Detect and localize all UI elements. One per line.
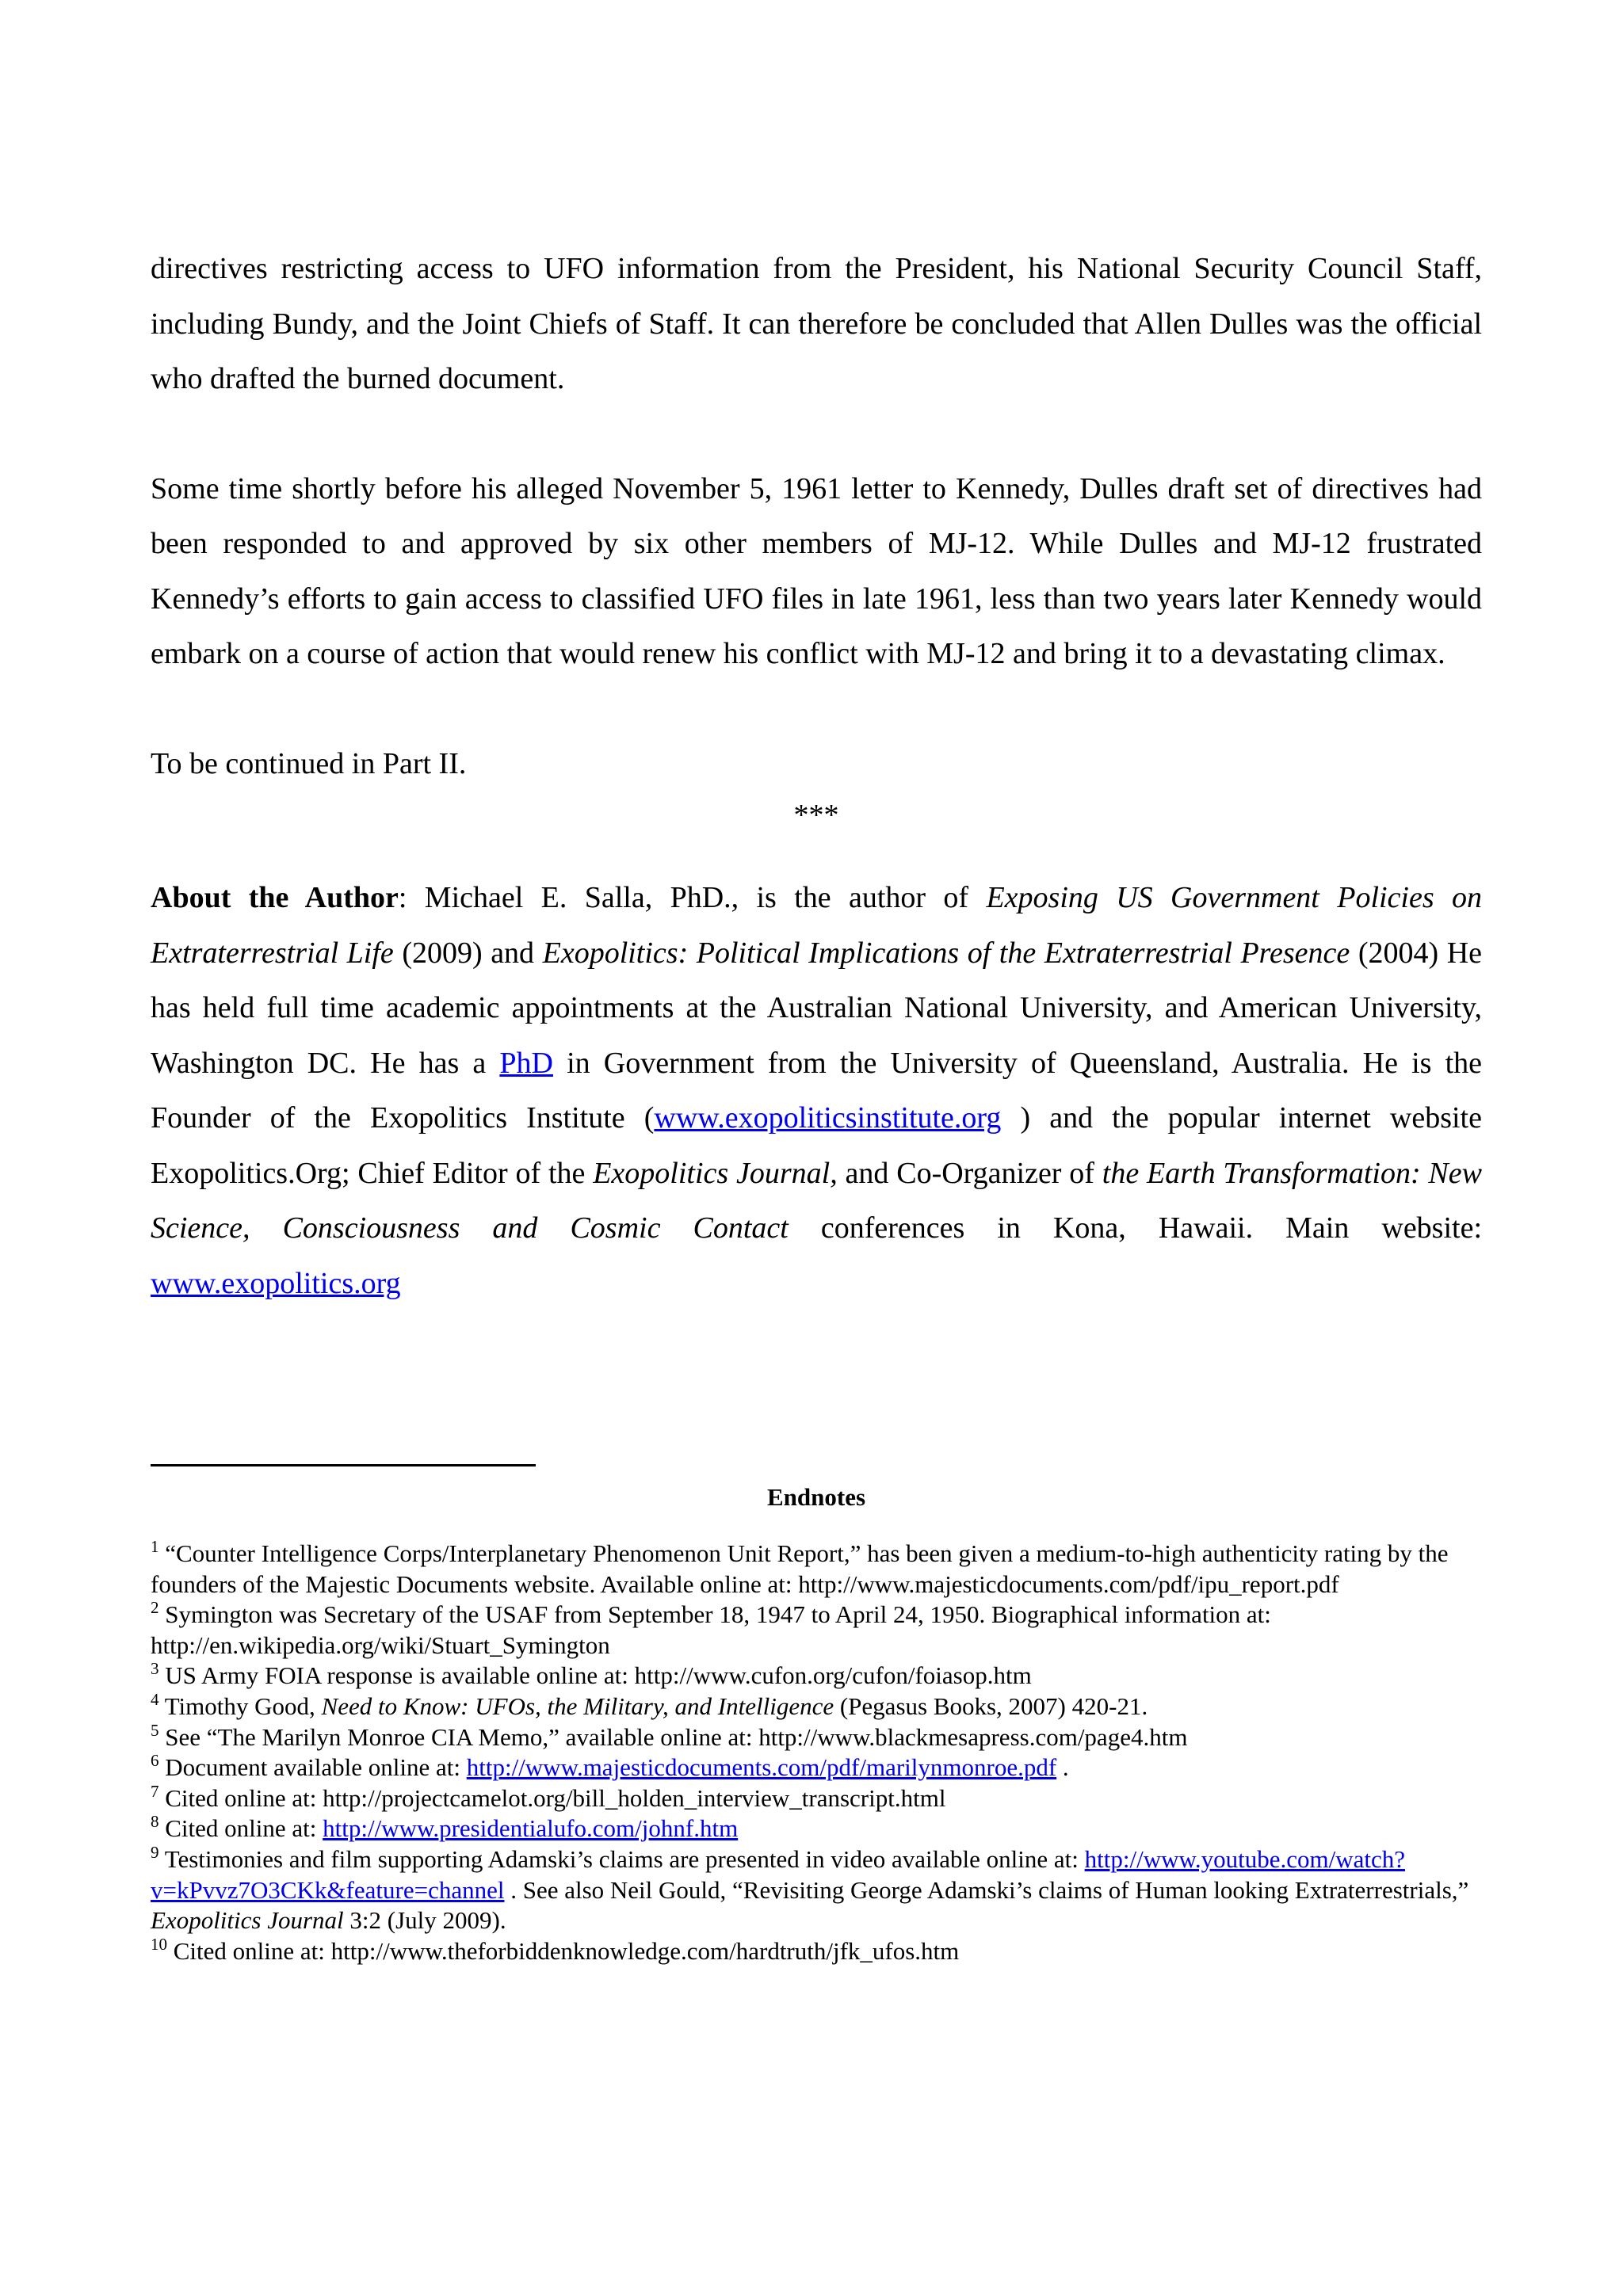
endnote-6: $^6$ Document available online at: http://www.majesticdocuments.com/pdf/marilynmonroe.pdf . bbox=[151, 1751, 1069, 1782]
paragraph-to-be-continued: To be continued in Part II. bbox=[151, 746, 467, 780]
phd-link[interactable]: PhD bbox=[499, 1046, 553, 1080]
conference-title: the Earth Transformation: New Science, Consciousness and Cosmic Contact bbox=[151, 1156, 1482, 1245]
endnote-8: $^8$ Cited online at: http://www.presidentialufo.com/johnf.htm bbox=[151, 1812, 739, 1843]
endnote-2: $^2$ Symington was Secretary of the USAF from September 18, 1947 to April 24, 1950. Biographical information at: http://en.wikipedia.org/wiki/Stuart_Symington bbox=[151, 1598, 1271, 1659]
endnote-5: $^5$ See “The Marilyn Monroe CIA Memo,” available online at: http://www.blackmesapress.com/page4.htm bbox=[151, 1720, 1188, 1751]
section-separator: *** bbox=[793, 799, 839, 832]
endnote-9: $^9$ Testimonies and film supporting Adamski’s claims are presented in video available online at: http://www.youtube.com/watch?v=kPvvz7O3CKk&feature=channel . See also Neil Gould, “Revisiting George Adamski’s claims of Human looking Extraterrestrials,” Exopolitics Journal 3:2 (July 2009). bbox=[151, 1842, 1469, 1935]
exopolitics-institute-link[interactable]: www.exopoliticsinstitute.org bbox=[654, 1101, 1002, 1135]
document-body bbox=[151, 242, 1482, 1311]
endnote-10: $^{10}$ Cited online at: http://www.theforbiddenknowledge.com/hardtruth/jfk_ufos.htm bbox=[151, 1934, 960, 1965]
journal-title: Exopolitics Journal, bbox=[593, 1156, 838, 1190]
youtube-video-link[interactable]: http://www.youtube.com/watch?v=kPvvz7O3CKk&feature=channel bbox=[151, 1844, 1405, 1904]
endnotes-list bbox=[151, 1539, 1482, 1966]
endnote-3: $^3$ US Army FOIA response is available online at: http://www.cufon.org/cufon/foiasop.htm bbox=[151, 1659, 1032, 1690]
endnote-7: $^7$ Cited online at: http://projectcamelot.org/bill_holden_interview_transcript.html bbox=[151, 1781, 946, 1812]
exopolitics-website-link[interactable]: www.exopolitics.org bbox=[151, 1266, 401, 1300]
book-title-exopolitics: Exopolitics: Political Implications of the Extraterrestrial Presence bbox=[542, 936, 1350, 970]
about-the-author: About the Author: Michael E. Salla, PhD., is the author of Exposing US Government Policies on Extraterrestrial Life (2009) and Exopolitics: Political Implications of the Extraterrestrial Presence (2004) He has held full time academic appointments at the Australian National University, and American University, Washington DC. He has a PhD in Government from the University of Queensland, Australia. He is the Founder of the Exopolitics Institute (www.exopoliticsinstitute.org ) and the popular internet website Exopolitics.Org; Chief Editor of the Exopolitics Journal, and Co-Organizer of the Earth Transformation: New Science, Consciousness and Cosmic Contact conferences in Kona, Hawaii. Main website: www.exopolitics.org bbox=[151, 881, 1483, 1300]
paragraph-mj12-kennedy: Some time shortly before his alleged November 5, 1961 letter to Kennedy, Dulles draft set of directives had been responded to and approved by six other members of MJ-12. While Dulles and MJ-12 frustrated Kennedy’s efforts to gain access to classified UFO files in late 1961, less than two years later Kennedy would embark on a course of action that would renew his conflict with MJ-12 and bring it to a devastating climax. bbox=[151, 471, 1482, 670]
book-title-exposing: Exposing US Government Policies on Extraterrestrial Life bbox=[151, 881, 1482, 970]
presidential-ufo-link[interactable]: http://www.presidentialufo.com/johnf.htm bbox=[323, 1814, 739, 1843]
about-author-label: About the Author bbox=[151, 881, 399, 914]
paragraph-dulles-directives: directives restricting access to UFO information from the President, his National Security Council Staff, including Bundy, and the Joint Chiefs of Staff. It can therefore be concluded that Allen Dulles was the official who drafted the burned document. bbox=[151, 252, 1482, 395]
endnotes-title: Endnotes bbox=[766, 1483, 866, 1511]
marilyn-monroe-pdf-link[interactable]: http://www.majesticdocuments.com/pdf/marilynmonroe.pdf bbox=[466, 1753, 1057, 1782]
endnote-1: $^1$ “Counter Intelligence Corps/Interplanetary Phenomenon Unit Report,” has been given a medium-to-high authenticity rating by the founders of the Majestic Documents website. Available online at: http://www.majesticdocuments.com/pdf/ipu_report.pdf bbox=[151, 1537, 1449, 1598]
endnote-4: $^4$ Timothy Good, Need to Know: UFOs, the Military, and Intelligence (Pegasus Books, 2007) 420-21. bbox=[151, 1689, 1148, 1720]
footnote-rule bbox=[151, 1464, 536, 1466]
